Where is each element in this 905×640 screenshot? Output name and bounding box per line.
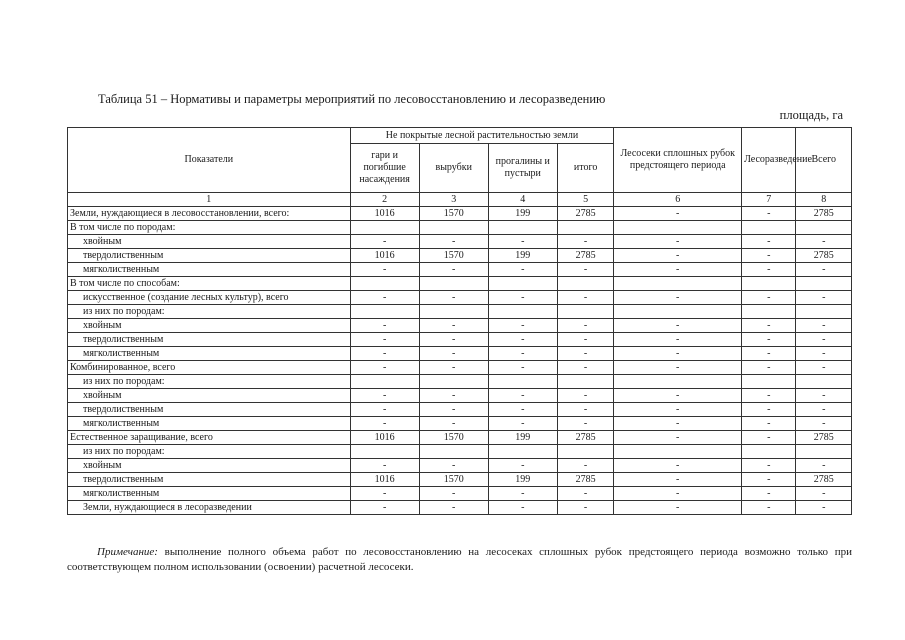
table-cell: 2785 (557, 431, 614, 445)
table-cell (796, 445, 852, 459)
table-cell: - (488, 319, 557, 333)
table-cell: - (614, 291, 742, 305)
table-cell: - (742, 431, 796, 445)
table-cell: - (488, 501, 557, 515)
column-number: 4 (488, 193, 557, 207)
table-cell: - (350, 501, 419, 515)
table-row (68, 445, 852, 459)
table-cell: - (742, 207, 796, 221)
table-cell: - (742, 501, 796, 515)
table-cell: - (742, 319, 796, 333)
table-cell (419, 221, 488, 235)
row-label: твердолиственным (68, 473, 351, 487)
table-cell: - (350, 403, 419, 417)
table-cell: - (614, 263, 742, 277)
table-cell: - (796, 389, 852, 403)
table-cell: 1570 (419, 207, 488, 221)
table-cell (742, 221, 796, 235)
row-label: хвойным (68, 459, 351, 473)
table-cell: - (419, 403, 488, 417)
table-cell (614, 221, 742, 235)
table-cell: - (742, 403, 796, 417)
table-cell (614, 445, 742, 459)
table-row (68, 431, 852, 445)
table-cell: 1016 (350, 249, 419, 263)
table-cell: 1570 (419, 431, 488, 445)
row-label: из них по породам: (68, 305, 351, 319)
row-label: твердолиственным (68, 403, 351, 417)
row-label: мягколиственным (68, 417, 351, 431)
table-row (68, 333, 852, 347)
table-cell: 199 (488, 249, 557, 263)
table-cell: - (488, 291, 557, 305)
table-cell: - (742, 333, 796, 347)
table-cell (742, 375, 796, 389)
table-cell (557, 221, 614, 235)
footnote-label: Примечание: (97, 546, 158, 558)
table-cell: - (488, 459, 557, 473)
table-cell (488, 305, 557, 319)
table-cell (419, 375, 488, 389)
table-cell: - (350, 291, 419, 305)
column-number: 7 (742, 193, 796, 207)
row-label: Земли, нуждающиеся в лесовосстановлении, всего: (68, 207, 351, 221)
table-cell: - (614, 403, 742, 417)
table-cell: - (614, 473, 742, 487)
table-cell: - (557, 235, 614, 249)
table-row (68, 375, 852, 389)
table-cell (614, 277, 742, 291)
table-cell (419, 445, 488, 459)
table-cell: - (742, 473, 796, 487)
table-cell: - (419, 459, 488, 473)
table-row (68, 207, 852, 221)
table-cell (488, 277, 557, 291)
table-cell: - (488, 403, 557, 417)
table-cell: - (350, 459, 419, 473)
table-cell (796, 277, 852, 291)
table-cell (350, 305, 419, 319)
table-cell: - (614, 417, 742, 431)
table-cell: - (350, 361, 419, 375)
table-cell: - (614, 347, 742, 361)
table-cell: - (796, 459, 852, 473)
table-row (68, 263, 852, 277)
table-cell: - (796, 319, 852, 333)
table-cell: - (614, 333, 742, 347)
table-cell: 2785 (796, 249, 852, 263)
table-cell: - (557, 263, 614, 277)
table-row (68, 235, 852, 249)
table-cell (488, 375, 557, 389)
row-label: искусственное (создание лесных культур), всего (68, 291, 351, 305)
row-label: Естественное заращивание, всего (68, 431, 351, 445)
table-row (68, 249, 852, 263)
table-cell: - (557, 389, 614, 403)
table-cell (742, 305, 796, 319)
table-cell: 1016 (350, 473, 419, 487)
table-cell: - (614, 207, 742, 221)
table-cell: - (742, 263, 796, 277)
table-cell: 2785 (557, 249, 614, 263)
table-cell: 2785 (796, 473, 852, 487)
table-cell: 1570 (419, 249, 488, 263)
table-cell: - (350, 263, 419, 277)
header-total: Всего (796, 128, 852, 193)
table-cell: - (488, 347, 557, 361)
column-numbers-row (68, 193, 852, 207)
table-cell: 2785 (557, 473, 614, 487)
table-cell: - (488, 333, 557, 347)
table-cell: - (419, 291, 488, 305)
table-cell: - (614, 487, 742, 501)
table-cell: - (742, 347, 796, 361)
table-row (68, 361, 852, 375)
table-cell: 1016 (350, 207, 419, 221)
table-cell: - (350, 389, 419, 403)
table-cell: - (419, 389, 488, 403)
table-cell (796, 375, 852, 389)
table-cell: - (419, 347, 488, 361)
column-number: 6 (614, 193, 742, 207)
table-cell: - (488, 417, 557, 431)
table-cell: - (419, 501, 488, 515)
table-cell: - (796, 487, 852, 501)
table-row (68, 319, 852, 333)
table-cell (350, 277, 419, 291)
table-row (68, 487, 852, 501)
unit-label: площадь, га (779, 108, 843, 122)
table-cell: - (614, 249, 742, 263)
table-cell: - (796, 361, 852, 375)
table-row (68, 389, 852, 403)
table-cell: 199 (488, 431, 557, 445)
table-cell (796, 221, 852, 235)
table-cell: 199 (488, 473, 557, 487)
row-label: из них по породам: (68, 445, 351, 459)
table-row (68, 473, 852, 487)
table-cell: - (742, 291, 796, 305)
table-cell: - (557, 459, 614, 473)
table-cell: - (614, 431, 742, 445)
table-cell: - (742, 487, 796, 501)
header-clearcut: Лесосеки сплошных рубок предстоящего периода (614, 128, 742, 193)
table-cell: - (350, 487, 419, 501)
header-total-sub: итого (557, 144, 614, 193)
table-cell: - (350, 333, 419, 347)
table-row (68, 417, 852, 431)
table-cell: 2785 (796, 207, 852, 221)
table-cell: - (488, 235, 557, 249)
table-cell (614, 375, 742, 389)
table-cell: - (419, 319, 488, 333)
table-row (68, 347, 852, 361)
table-cell: - (796, 347, 852, 361)
row-label: мягколиственным (68, 347, 351, 361)
row-label: хвойным (68, 319, 351, 333)
table-cell: - (796, 501, 852, 515)
table-cell: - (614, 235, 742, 249)
footnote (67, 545, 852, 575)
table-cell (557, 375, 614, 389)
table-cell: - (419, 263, 488, 277)
table-row (68, 221, 852, 235)
column-number: 5 (557, 193, 614, 207)
table-cell: - (614, 361, 742, 375)
table-cell: - (350, 235, 419, 249)
table-cell (488, 445, 557, 459)
table-row (68, 501, 852, 515)
column-number: 1 (68, 193, 351, 207)
table-cell: - (419, 417, 488, 431)
table-cell: - (614, 389, 742, 403)
table-cell: - (742, 361, 796, 375)
table-cell: - (557, 361, 614, 375)
table-cell (419, 305, 488, 319)
header-burned: гари и погибшие насаждения (350, 144, 419, 193)
row-label: В том числе по породам: (68, 221, 351, 235)
table-cell: 1016 (350, 431, 419, 445)
table-cell: - (796, 291, 852, 305)
table-cell: - (557, 403, 614, 417)
table-title: Таблица 51 – Нормативы и параметры мероприятий по лесовосстановлению и лесоразведению (98, 92, 606, 106)
table-cell: - (614, 319, 742, 333)
header-not-covered: Не покрытые лесной растительностью земли (350, 128, 614, 144)
table-row (68, 291, 852, 305)
table-cell (796, 305, 852, 319)
table-cell (419, 277, 488, 291)
table-cell: - (742, 417, 796, 431)
table-cell: - (796, 417, 852, 431)
row-label: твердолиственным (68, 333, 351, 347)
table-row (68, 277, 852, 291)
table-cell (488, 221, 557, 235)
table-row (68, 403, 852, 417)
table-cell: - (742, 389, 796, 403)
table-cell: - (419, 235, 488, 249)
table-cell (742, 445, 796, 459)
table-cell: - (350, 319, 419, 333)
table-cell: 1570 (419, 473, 488, 487)
table-cell: - (557, 487, 614, 501)
table-cell: - (488, 263, 557, 277)
table-cell: - (557, 347, 614, 361)
table-cell: - (350, 417, 419, 431)
header-cuttings: вырубки (419, 144, 488, 193)
table-cell: - (796, 263, 852, 277)
table-cell: - (614, 459, 742, 473)
forest-restoration-table (67, 127, 852, 515)
table-cell: - (488, 361, 557, 375)
row-label: Земли, нуждающиеся в лесоразведении (68, 501, 351, 515)
footnote-text: выполнение полного объема работ по лесовосстановлению на лесосеках сплошных рубок предстоящего периода возможно только при соответствующем полном использовании (освоении) расчетной лесосеки. (67, 546, 852, 573)
table-cell: - (557, 319, 614, 333)
table-cell: - (488, 487, 557, 501)
table-cell (742, 277, 796, 291)
table-cell: - (742, 249, 796, 263)
table-cell (614, 305, 742, 319)
table-cell: - (742, 459, 796, 473)
header-glades: прогалины и пустыри (488, 144, 557, 193)
table-cell: - (614, 501, 742, 515)
table-cell: - (742, 235, 796, 249)
table-cell: - (419, 487, 488, 501)
table-cell (557, 445, 614, 459)
table-cell: - (796, 403, 852, 417)
table-cell: - (557, 501, 614, 515)
table-cell: - (557, 333, 614, 347)
table-cell: - (419, 333, 488, 347)
table-cell: - (796, 235, 852, 249)
table-cell: 2785 (796, 431, 852, 445)
row-label: твердолиственным (68, 249, 351, 263)
table-cell: - (419, 361, 488, 375)
table-cell: - (796, 333, 852, 347)
table-cell: 2785 (557, 207, 614, 221)
table-cell (350, 375, 419, 389)
column-number: 3 (419, 193, 488, 207)
row-label: хвойным (68, 389, 351, 403)
column-number: 8 (796, 193, 852, 207)
row-label: мягколиственным (68, 487, 351, 501)
row-label: В том числе по способам: (68, 277, 351, 291)
table-cell: - (557, 417, 614, 431)
row-label: из них по породам: (68, 375, 351, 389)
row-label: мягколиственным (68, 263, 351, 277)
table-cell: - (350, 347, 419, 361)
table-cell (557, 305, 614, 319)
table-body (68, 207, 852, 515)
header-indicators: Показатели (68, 128, 351, 193)
row-label: Комбинированное, всего (68, 361, 351, 375)
header-afforestation: Лесоразведение (742, 128, 796, 193)
table-row (68, 305, 852, 319)
column-number: 2 (350, 193, 419, 207)
table-cell: 199 (488, 207, 557, 221)
row-label: хвойным (68, 235, 351, 249)
table-cell (557, 277, 614, 291)
table-cell: - (557, 291, 614, 305)
table-cell (350, 221, 419, 235)
table-cell (350, 445, 419, 459)
table-cell: - (488, 389, 557, 403)
table-row (68, 459, 852, 473)
